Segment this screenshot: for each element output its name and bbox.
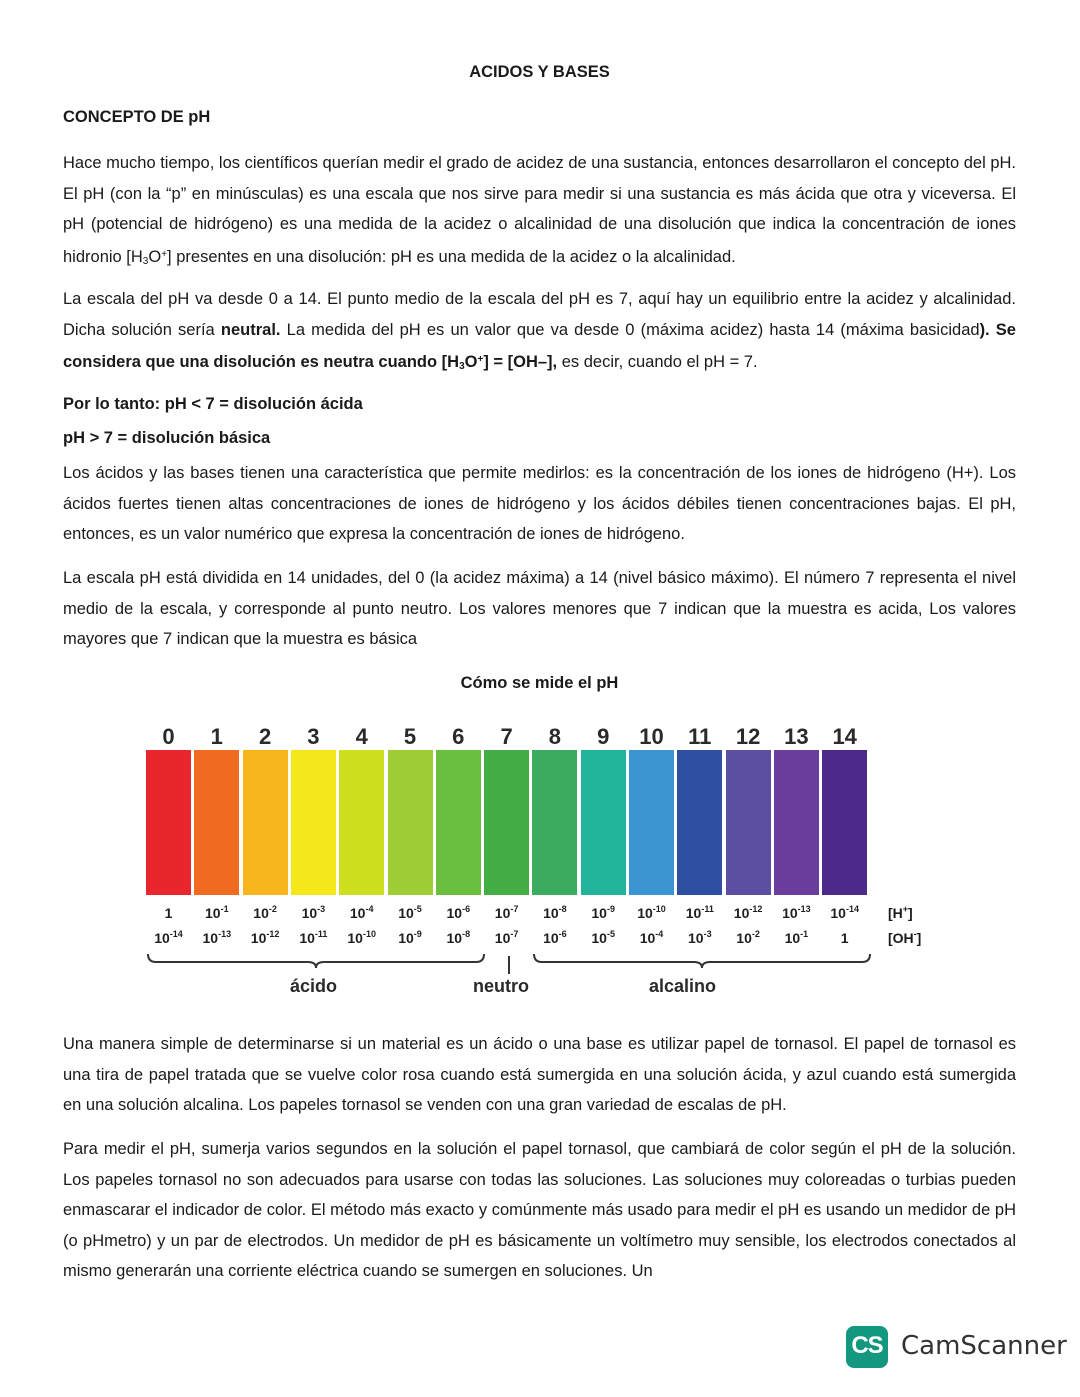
ph-color-band-11 xyxy=(677,750,722,895)
ph-color-band-5 xyxy=(388,750,433,895)
figure-title: Cómo se mide el pH xyxy=(460,674,619,692)
alkaline-group-label: alcalino xyxy=(649,976,717,996)
oh-ion-value-13: $10^{-1}$ xyxy=(784,929,809,946)
h-ion-value-0: 1 xyxy=(164,905,173,921)
ph-color-band-4 xyxy=(339,750,384,895)
ph-color-band-9 xyxy=(581,750,626,895)
ph-scale-figure xyxy=(140,718,950,1003)
paragraph-ph-scale: La escala del pH va desde 0 a 14. El punto medio de la escala del pH es 7, aquí hay un equilibrio entre la acidez y alcalinidad. Dicha solución sería neutral. La medida del pH es un valor que va desde 0 (máxima acidez) hasta 14 (máxima basicidad). Se considera que una disolución es neutra cuando $[H_3O^+] = [OH-]$, es decir, cuando el pH = 7. xyxy=(63,290,1016,372)
h-ion-value-4: $10^{-4}$ xyxy=(349,904,374,921)
h-ion-value-13: $10^{-13}$ xyxy=(782,904,811,921)
ph-number-0: 0 xyxy=(162,724,175,749)
ph-color-band-7 xyxy=(484,750,529,895)
h-ion-value-14: $10^{-14}$ xyxy=(830,904,859,921)
ph-number-3: 3 xyxy=(307,724,320,749)
h-ion-value-6: $10^{-6}$ xyxy=(446,904,471,921)
paragraph-scale-units: La escala pH está dividida en 14 unidades, del 0 (la acidez máxima) a 14 (nivel básico máximo). El número 7 representa el nivel medio de la escala, y corresponde al punto neutro. Los valores menores que 7 indican que la muestra es acida, Los valores mayores que 7 indican que la muestra es básica xyxy=(63,569,1016,648)
section-heading: CONCEPTO DE pH xyxy=(63,108,211,126)
alkaline-brace xyxy=(534,954,870,968)
ph-number-4: 4 xyxy=(355,724,368,749)
ph-number-11: 11 xyxy=(688,724,712,749)
ph-color-band-8 xyxy=(532,750,577,895)
ph-color-band-12 xyxy=(726,750,771,895)
h-ion-value-12: $10^{-12}$ xyxy=(733,904,763,921)
oh-ion-value-8: $10^{-6}$ xyxy=(543,929,567,946)
ph-number-12: 12 xyxy=(735,724,761,749)
paragraph-hydrogen-ions: Los ácidos y las bases tienen una característica que permite medirlos: es la concentración de los iones de hidrógeno (H+). Los ácidos fuertes tienen altas concentraciones de iones de hidrógeno y los ácidos débiles tienen concentraciones bajas. El pH, entonces, es un valor numérico que expresa la concentración de iones de hidrógeno. xyxy=(63,464,1016,543)
oh-ion-value-11: $10^{-3}$ xyxy=(688,929,712,946)
oh-ion-value-14: 1 xyxy=(840,930,849,946)
h-ion-value-7: $10^{-7}$ xyxy=(494,904,519,921)
oh-ion-row-label: [OH-] xyxy=(888,929,922,946)
ph-color-band-10 xyxy=(629,750,674,895)
ph-number-9: 9 xyxy=(597,724,610,749)
base-rule: pH > 7 = disolución básica xyxy=(63,429,271,447)
ph-color-band-3 xyxy=(291,750,336,895)
acid-rule: Por lo tanto: pH < 7 = disolución ácida xyxy=(63,395,363,413)
ph-color-band-14 xyxy=(822,750,867,895)
oh-ion-value-12: $10^{-2}$ xyxy=(736,929,760,946)
oh-ion-value-3: $10^{-11}$ xyxy=(299,929,328,946)
ph-color-band-2 xyxy=(243,750,288,895)
paragraph-litmus-paper: Una manera simple de determinarse si un material es un ácido o una base es utilizar papel de tornasol. El papel de tornasol es una tira de papel tratada que se vuelve color rosa cuando está sumergida en una solución ácida, y azul cuando está sumergida en una solución alcalina. Los papeles tornasol se venden con una gran variedad de escalas de pH. xyxy=(63,1035,1016,1114)
ph-color-band-13 xyxy=(774,750,819,895)
ph-number-2: 2 xyxy=(258,724,272,749)
h-ion-value-1: $10^{-1}$ xyxy=(205,904,229,921)
camscanner-logo-icon: CS xyxy=(846,1326,888,1368)
ph-number-8: 8 xyxy=(548,724,562,749)
oh-ion-value-4: $10^{-10}$ xyxy=(347,929,376,946)
neutral-group-label: neutro xyxy=(473,976,529,996)
h-ion-value-5: $10^{-5}$ xyxy=(398,904,422,921)
ph-number-7: 7 xyxy=(500,724,513,749)
acid-group-label: ácido xyxy=(290,976,338,996)
ph-number-6: 6 xyxy=(452,724,465,749)
ph-number-13: 13 xyxy=(784,724,809,749)
h-ion-row-label: [H+] xyxy=(888,904,913,921)
oh-ion-value-0: $10^{-14}$ xyxy=(154,929,183,946)
h-ion-value-10: $10^{-10}$ xyxy=(637,904,666,921)
h-ion-value-9: $10^{-9}$ xyxy=(591,904,615,921)
h-ion-value-8: $10^{-8}$ xyxy=(543,904,567,921)
ph-color-band-1 xyxy=(194,750,239,895)
oh-ion-value-5: $10^{-9}$ xyxy=(398,929,422,946)
paragraph-ph-concept: Hace mucho tiempo, los científicos querían medir el grado de acidez de una sustancia, entonces desarrollaron el concepto del pH. El pH (con la “p” en minúsculas) es una escala que nos sirve para medir si una sustancia es más ácida que otra y viceversa. El pH (potencial de hidrógeno) es una medida de la acidez o alcalinidad de una disolución que indica la concentración de iones hidronio $[H_3O^+]$ presentes en una disolución: pH es una medida de la acidez o la alcalinidad. xyxy=(63,154,1016,267)
ph-number-10: 10 xyxy=(639,724,664,749)
h-ion-value-11: $10^{-11}$ xyxy=(685,904,714,921)
document-title: ACIDOS Y BASES xyxy=(469,63,610,81)
oh-ion-value-9: $10^{-5}$ xyxy=(591,929,615,946)
ph-color-band-0 xyxy=(146,750,191,895)
paragraph-ph-meter: Para medir el pH, sumerja varios segundos en la solución el papel tornasol, que cambiará de color según el pH de la solución. Los papeles tornasol no son adecuados para usarse con todas las soluciones. Las soluciones muy coloreadas o turbias pueden enmascarar el indicador de color. El método más exacto y comúnmente más usado para medir el pH es usando un medidor de pH (o pHmetro) y un par de electrodos. Un medidor de pH es básicamente un voltímetro muy sensible, los electrodos conectados al mismo generarán una corriente eléctrica cuando se sumergen en soluciones. Un xyxy=(63,1140,1016,1280)
ph-number-14: 14 xyxy=(832,724,857,749)
oh-ion-value-10: $10^{-4}$ xyxy=(639,929,664,946)
oh-ion-value-6: $10^{-8}$ xyxy=(446,929,471,946)
oh-ion-value-7: $10^{-7}$ xyxy=(494,929,519,946)
oh-ion-value-2: $10^{-12}$ xyxy=(250,929,280,946)
h-ion-value-2: $10^{-2}$ xyxy=(253,904,277,921)
ph-number-1: 1 xyxy=(210,724,223,749)
ph-number-5: 5 xyxy=(403,724,417,749)
oh-ion-value-1: $10^{-13}$ xyxy=(202,929,232,946)
camscanner-logo-text: CamScanner xyxy=(901,1331,1067,1361)
h-ion-value-3: $10^{-3}$ xyxy=(301,904,326,921)
ph-color-band-6 xyxy=(436,750,481,895)
acid-brace xyxy=(148,954,484,968)
